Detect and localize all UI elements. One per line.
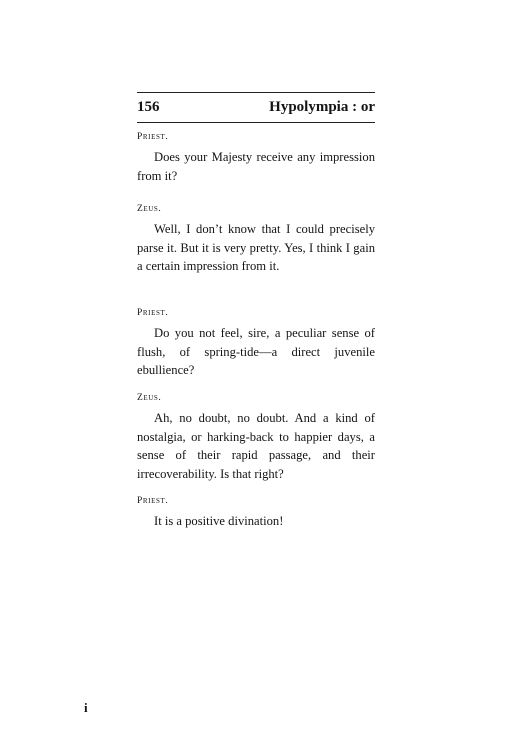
- header-rule-top: [137, 92, 375, 93]
- speaker-name: Priest.: [137, 308, 169, 318]
- header-rule-bottom: [137, 122, 375, 123]
- speaker-name: Zeus.: [137, 393, 162, 403]
- signature-mark: i: [84, 700, 88, 715]
- speech-text: Do you not feel, sire, a peculiar sense of flush, of spring-tide—a direct juvenile ebullience?: [137, 326, 375, 378]
- speaker-name: Zeus.: [137, 204, 162, 214]
- speaker-name: Priest.: [137, 496, 169, 506]
- speaker-name: Priest.: [137, 132, 169, 142]
- dialogue-block: [137, 203, 375, 276]
- dialogue-block: [137, 307, 375, 380]
- dialogue-block: [137, 131, 375, 185]
- page-header: [137, 96, 375, 118]
- speech-text: Does your Majesty receive any impression from it?: [137, 150, 375, 183]
- speech-text: Well, I don’t know that I could precisely parse it. But it is very pretty. Yes, I think I gain a certain impression from it.: [137, 222, 375, 274]
- speech-text: It is a positive divination!: [154, 514, 284, 528]
- page-number: 156: [137, 99, 160, 115]
- speech-text: Ah, no doubt, no doubt. And a kind of nostalgia, or harking-back to happier days, a sense of their rapid passage, and their irrecoverability. Is that right?: [137, 411, 375, 481]
- running-title: Hypolympia : or: [269, 99, 375, 115]
- dialogue-block: [137, 495, 375, 531]
- dialogue-block: [137, 392, 375, 483]
